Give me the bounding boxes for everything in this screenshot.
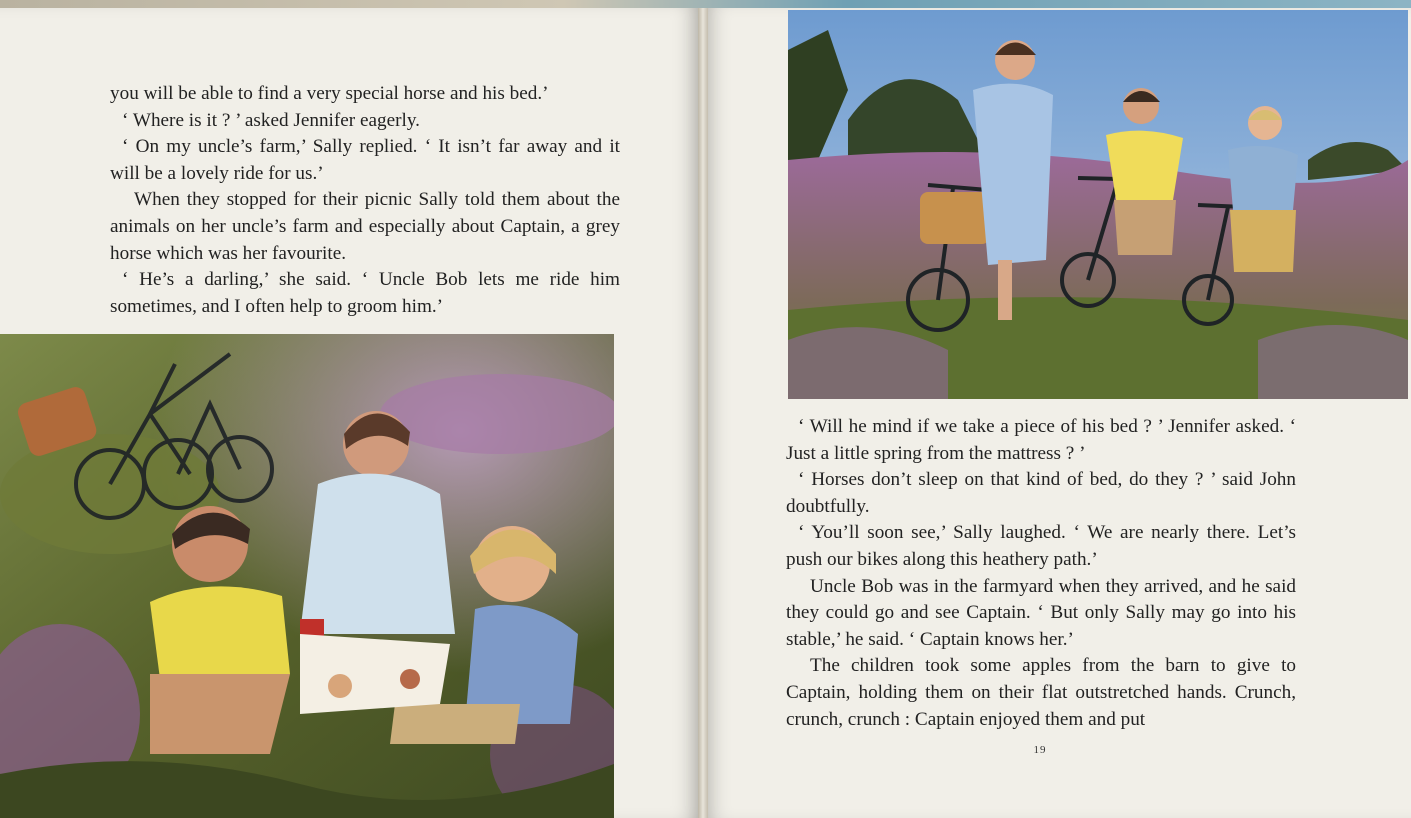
paragraph: Uncle Bob was in the farmyard when they arrived, and he said they could go and see Captain. ‘ But only Sally may go into his stable,’ he said. ‘ Captain knows her.’ (786, 575, 1296, 650)
left-page-text (110, 81, 620, 320)
paragraph: ‘ On my uncle’s farm,’ Sally replied. ‘ It isn’t far away and it will be a lovely ride for us.’ (110, 136, 620, 184)
paragraph: you will be able to find a very special horse and his bed.’ (110, 83, 549, 104)
book-gutter (698, 8, 708, 818)
right-page-text (786, 414, 1296, 733)
paragraph: ‘ Will he mind if we take a piece of his bed ? ’ Jennifer asked. ‘ Just a little spring from the mattress ? ’ (786, 416, 1296, 464)
paragraph: ‘ He’s a darling,’ she said. ‘ Uncle Bob lets me ride him sometimes, and I often help to groom him.’ (110, 269, 620, 317)
paragraph: ‘ Horses don’t sleep on that kind of bed, do they ? ’ said John doubtfully. (786, 469, 1296, 517)
paragraph: ‘ Where is it ? ’ asked Jennifer eagerly. (122, 109, 420, 131)
picnic-illustration (0, 334, 614, 818)
paragraph: The children took some apples from the barn to give to Captain, holding them on their flat outstretched hands. Crunch, crunch, crunch : Captain enjoyed them and put (786, 655, 1296, 730)
paragraph: When they stopped for their picnic Sally told them about the animals on her uncle’s farm and especially about Captain, a grey horse which was her favourite. (110, 189, 620, 264)
page-number: 19 (1033, 744, 1047, 756)
paragraph: ‘ You’ll soon see,’ Sally laughed. ‘ We are nearly there. Let’s push our bikes along this heathery path.’ (786, 522, 1296, 570)
children-with-bikes-illustration (788, 10, 1408, 399)
book-top-edge (0, 0, 1411, 8)
